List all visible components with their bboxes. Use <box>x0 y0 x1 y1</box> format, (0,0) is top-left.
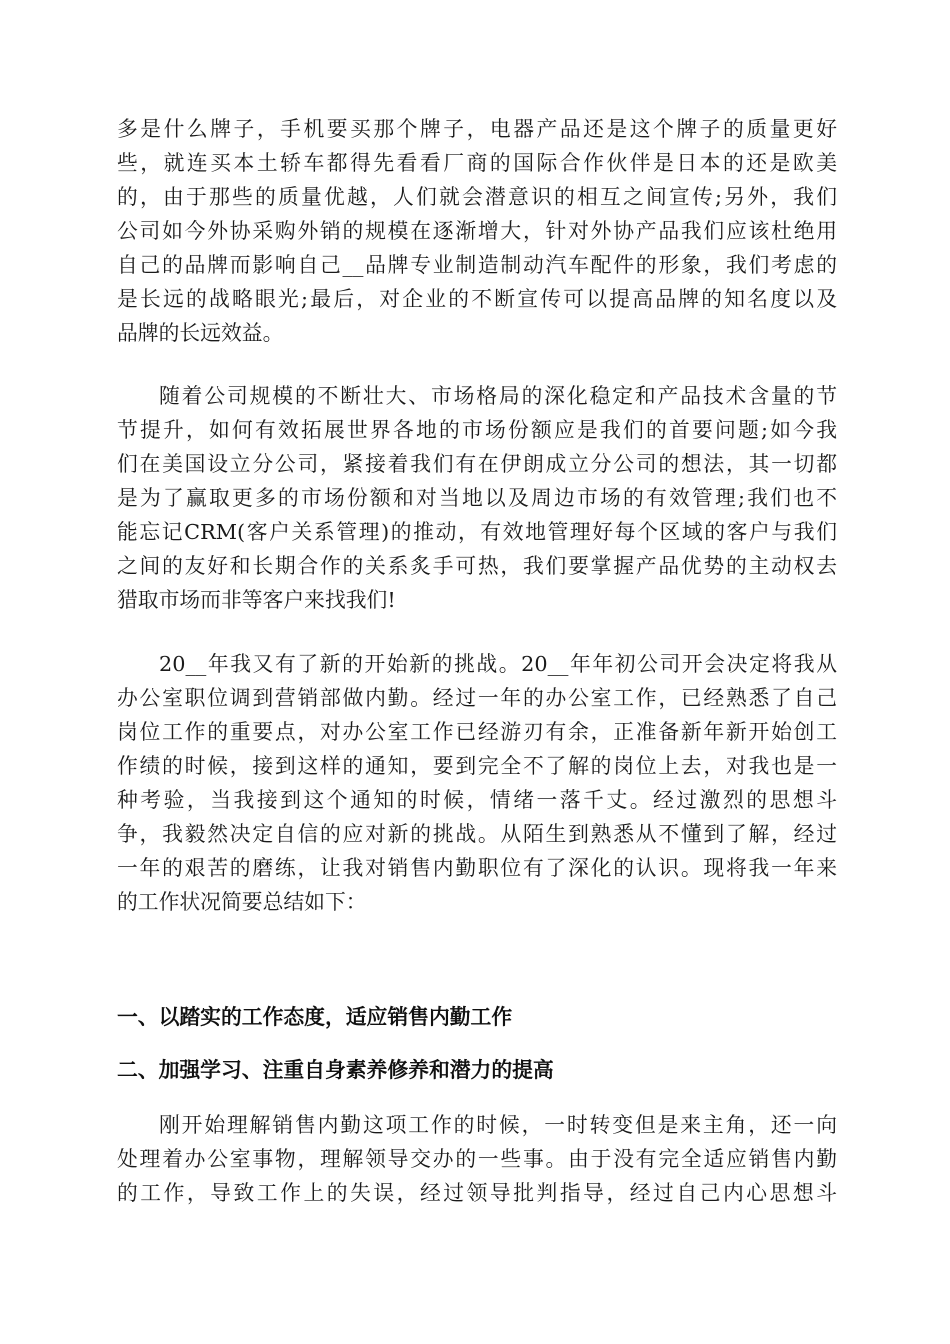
text-line: 之间的友好和长期合作的关系炙手可热，我们要掌握产品优势的主动权去 <box>117 554 837 578</box>
text-line: 处理着办公室事物，理解领导交办的一些事。由于没有完全适应销售内勤 <box>117 1147 837 1171</box>
text-line: 是为了赢取更多的市场份额和对当地以及周边市场的有效管理;我们也不 <box>117 486 837 510</box>
section-heading-1: 一、以踏实的工作态度，适应销售内勤工作 <box>117 1005 513 1029</box>
text-line: 公司如今外协采购外销的规模在逐渐增大，针对外协产品我们应该杜绝用 <box>117 219 837 243</box>
text-line: 随着公司规模的不断壮大、市场格局的深化稳定和产品技术含量的节 <box>159 384 837 408</box>
text-line: 的工作状况简要总结如下： <box>117 890 367 914</box>
text-line: 争，我毅然决定自信的应对新的挑战。从陌生到熟悉从不懂到了解，经过 <box>117 822 837 846</box>
text-line: 岗位工作的重要点，对办公室工作已经游刃有余，正准备新年新开始创工 <box>117 720 837 744</box>
text-line: 能忘记CRM(客户关系管理)的推动，有效地管理好每个区域的客户与我们 <box>117 520 837 544</box>
text-line: 种考验，当我接到这个通知的时候，情绪一落千丈。经过激烈的思想斗 <box>117 788 837 812</box>
text-line: 猎取市场而非等客户来找我们! <box>117 588 396 612</box>
text-line: 些，就连买本土轿车都得先看看厂商的国际合作伙伴是日本的还是欧美 <box>117 151 837 175</box>
text-line: 多是什么牌子，手机要买那个牌子，电器产品还是这个牌子的质量更好 <box>117 117 837 141</box>
text-line: 作绩的时候，接到这样的通知，要到完全不了解的岗位上去，对我也是一 <box>117 754 837 778</box>
text-line: 20__年我又有了新的开始新的挑战。20__年年初公司开会决定将我从 <box>159 652 837 676</box>
text-line: 品牌的长远效益。 <box>117 321 284 345</box>
text-line: 办公室职位调到营销部做内勤。经过一年的办公室工作，已经熟悉了自己 <box>117 686 837 710</box>
text-line: 节提升，如何有效拓展世界各地的市场份额应是我们的首要问题;如今我 <box>117 418 837 442</box>
text-line: 刚开始理解销售内勤这项工作的时候，一时转变但是来主角，还一向 <box>159 1113 837 1137</box>
text-line: 们在美国设立分公司，紧接着我们有在伊朗成立分公司的想法，其一切都 <box>117 452 837 476</box>
text-line: 一年的艰苦的磨练，让我对销售内勤职位有了深化的认识。现将我一年来 <box>117 856 837 880</box>
text-line: 的工作，导致工作上的失误，经过领导批判指导，经过自己内心思想斗 <box>117 1181 837 1205</box>
text-line: 的，由于那些的质量优越，人们就会潜意识的相互之间宣传;另外，我们 <box>117 185 837 209</box>
text-line: 是长远的战略眼光;最后，对企业的不断宣传可以提高品牌的知名度以及 <box>117 287 837 311</box>
section-heading-2: 二、加强学习、注重自身素养修养和潜力的提高 <box>117 1058 554 1082</box>
text-line: 自己的品牌而影响自己__品牌专业制造制动汽车配件的形象，我们考虑的 <box>117 253 837 277</box>
